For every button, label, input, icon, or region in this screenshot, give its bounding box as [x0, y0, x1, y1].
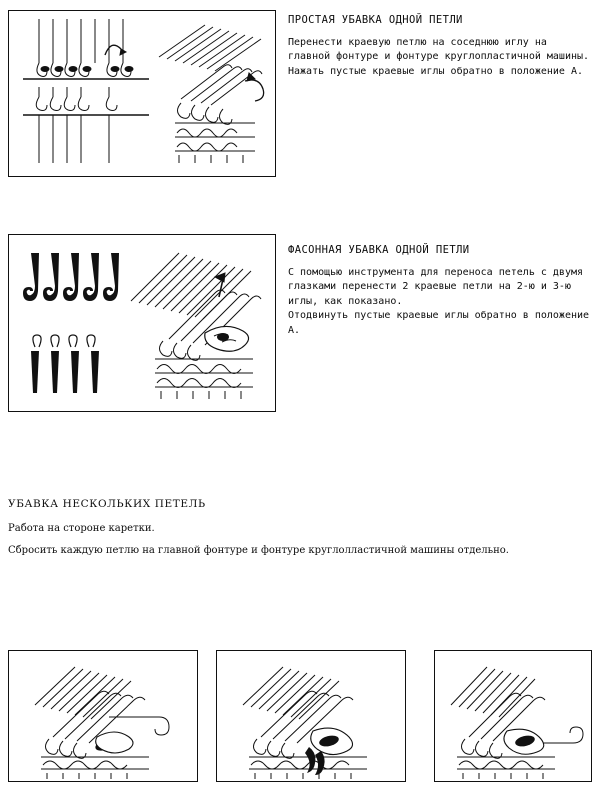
multiple-decrease-step-3-illustration	[435, 651, 591, 781]
fashioned-decrease-paragraph-1: С помощью инструмента для переноса петель с двумя глазками перенести 2 краевые петли на 2-ю и 3-ю иглы, как показано.	[288, 267, 584, 307]
fashioned-decrease-figure	[8, 234, 276, 412]
simple-decrease-illustration	[9, 11, 275, 176]
multiple-decrease-step-1	[8, 650, 198, 782]
simple-decrease-heading: ПРОСТАЯ УБАВКА ОДНОЙ ПЕТЛИ	[288, 14, 463, 26]
multiple-decrease-step-3	[434, 650, 592, 782]
multiple-decrease-step-2-illustration	[217, 651, 405, 781]
multiple-decrease-paragraph-1: Работа на стороне каретки.	[8, 523, 155, 534]
fashioned-decrease-paragraph-2: Отодвинуть пустые краевые иглы обратно в положение А.	[288, 310, 590, 336]
fashioned-decrease-illustration	[9, 235, 275, 411]
multiple-decrease-heading: УБАВКА НЕСКОЛЬКИХ ПЕТЕЛЬ	[8, 498, 206, 510]
multiple-decrease-step-1-illustration	[9, 651, 197, 781]
fashioned-decrease-text	[288, 244, 592, 338]
multiple-decrease-text	[8, 498, 592, 564]
multiple-decrease-step-2	[216, 650, 406, 782]
multiple-decrease-paragraph-2: Сбросить каждую петлю на главной фонтуре и фонтуре круглолластичной машины отдельно.	[8, 545, 509, 556]
simple-decrease-text	[288, 14, 592, 79]
fashioned-decrease-heading: ФАСОННАЯ УБАВКА ОДНОЙ ПЕТЛИ	[288, 244, 470, 256]
simple-decrease-paragraph-2: Нажать пустые краевые иглы обратно в положение А.	[288, 65, 584, 77]
simple-decrease-paragraph-1: Перенести краевую петлю на соседнюю иглу на главной фонтуре и фонтуре круглопластичной машины.	[288, 37, 590, 63]
simple-decrease-figure	[8, 10, 276, 177]
